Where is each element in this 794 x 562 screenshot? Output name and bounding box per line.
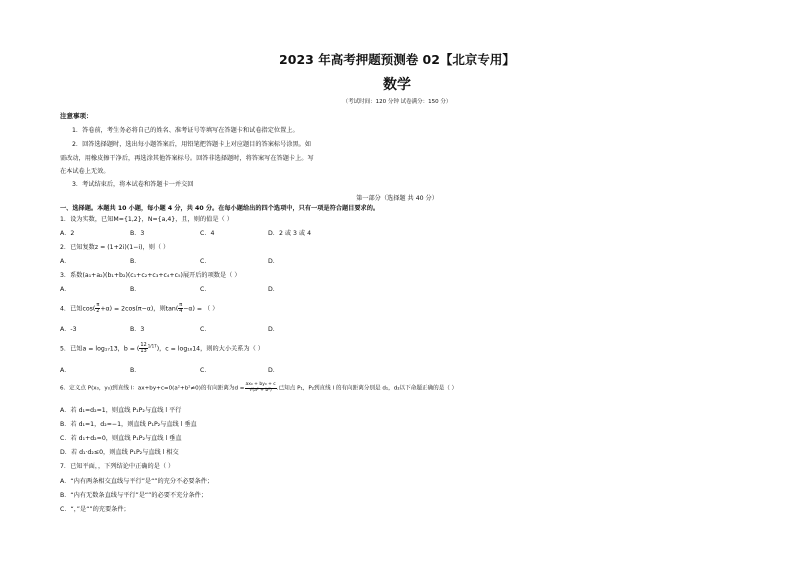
question-7-option-a: A．“内有两条相交直线与平行”是“”的充分不必要条件； <box>60 478 214 485</box>
section-title: 第一部分（选择题 共 40 分） <box>356 195 438 202</box>
question-1-option-d: D．2 或 3 或 4 <box>268 230 312 237</box>
question-3-option-a: A． <box>60 286 71 293</box>
question-1-stem: 1．设为实数，已知M={1,2}，N={a,4}，且，则的值是（ ） <box>60 216 233 223</box>
question-5-stem <box>60 343 264 354</box>
question-7-option-b: B．“内有无数条直线与平行”是“”的必要不充分条件； <box>60 492 208 499</box>
question-7-stem: 7．已知平面，，下列结论中正确的是（ ） <box>60 463 175 470</box>
question-1-option-c: C．4 <box>200 230 215 237</box>
question-4-suffix: −α) = （ ） <box>183 305 219 313</box>
question-5-fraction <box>139 343 147 354</box>
question-4-option-d: D． <box>268 326 279 333</box>
exam-info: （考试时间：120 分钟 试卷满分：150 分） <box>342 99 452 105</box>
question-4-fraction-1-numerator: π <box>96 302 100 308</box>
question-4-prefix: 4．已知cos( <box>60 305 96 313</box>
question-4-option-a: A．-3 <box>60 326 77 333</box>
notice-heading: 注意事项： <box>60 112 93 120</box>
question-5-prefix: 5．已知a = log₁₇13，b = ( <box>60 345 140 353</box>
notice-item-2-line-2: 需改动，用橡皮擦干净后，再选涂其他答案标号。回答非选择题时，将答案写在答题卡上。写 <box>60 155 314 162</box>
question-6-stem-start: 6．定义点 P(x₀，y₀)到直线 l：ax+by+c=0(a²+b²≠0)的有向距离为d = <box>60 385 245 392</box>
question-2-option-c: C． <box>200 258 211 265</box>
notice-item-3: 3．考试结束后，将本试卷和答题卡一并交回 <box>72 181 194 188</box>
question-2-stem: 2．已知复数z = (1+2i)(1−i)，则（ ） <box>60 244 170 251</box>
question-6-option-b: B．若 d₁=1，d₂=−1，则直线 P₁P₂与直线 l 垂直 <box>60 421 197 428</box>
question-1-option-a: A．2 <box>60 230 75 237</box>
question-4-fraction-2-numerator: π <box>179 302 183 308</box>
notice-item-2-line-3: 在本试卷上无效。 <box>60 168 110 175</box>
question-5-option-c: C． <box>200 367 211 374</box>
question-4-option-b: B．3 <box>130 326 145 333</box>
question-6-stem <box>60 383 457 393</box>
question-5-option-a: A． <box>60 367 71 374</box>
question-6-option-c: C．若 d₁+d₂=0，则直线 P₁P₂与直线 l 垂直 <box>60 435 182 442</box>
question-4-stem <box>60 303 218 314</box>
notice-item-2-line-1: 2．回答选择题时，选出每小题答案后，用铅笔把答题卡上对应题目的答案标号涂黑。如 <box>72 141 312 148</box>
question-6-stem-end: .已知点 P₁，P₂到直线 l 的有向距离分别是 d₁，d₂以下命题正确的是（ ） <box>276 385 458 392</box>
question-3-option-c: C． <box>200 286 211 293</box>
question-6-option-a: A．若 d₁=d₂=1，则直线 P₁P₂与直线 l 平行 <box>60 407 182 414</box>
question-5-suffix: )，c = log₁₆14，则的大小关系为（ ） <box>156 345 264 353</box>
question-3-option-d: D． <box>268 286 279 293</box>
question-4-middle: +α) = 2cos(π−α)，则tan( <box>100 305 179 313</box>
question-4-option-c: C． <box>200 326 211 333</box>
question-2-option-b: B． <box>130 258 141 265</box>
question-4-fraction-2-denominator: 4 <box>179 308 183 314</box>
question-6-fraction <box>245 383 277 393</box>
question-4-fraction-1-denominator: 2 <box>96 308 100 314</box>
question-6-option-d: D．若 d₁·d₂≤0，则直线 P₁P₂与直线 l 相交 <box>60 449 179 456</box>
question-5-fraction-numerator: 12 <box>140 342 147 348</box>
question-2-option-a: A． <box>60 258 71 265</box>
question-3-stem: 3．系数(a₁+a₂)(b₁+b₂)(c₁+c₂+c₃+c₄+c₅)展开后的项数是（ ） <box>60 272 241 279</box>
question-7-option-c: C．“，”是“”的充要条件； <box>60 506 130 513</box>
question-5-option-d: D． <box>268 367 279 374</box>
paper-title: 2023 年高考押题预测卷 02【北京专用】 <box>279 52 515 67</box>
subject-title: 数学 <box>383 77 411 93</box>
question-2-option-d: D． <box>268 258 279 265</box>
question-3-option-b: B． <box>130 286 141 293</box>
question-5-exponent: 1/17 <box>147 343 157 349</box>
question-6-fraction-numerator: ax₀ + by₀ + c <box>245 382 276 387</box>
notice-item-1: 1．答卷前，考生务必将自己的姓名、准考证号等填写在答题卡和试卷指定位置上。 <box>72 127 299 134</box>
section-instruction: 一、选择题。本题共 10 小题，每小题 4 分，共 40 分。在每小题给出的四个选项中，只有一项是符合题目要求的。 <box>60 205 380 212</box>
question-5-fraction-denominator: 13 <box>140 348 147 354</box>
question-1-option-b: B．3 <box>130 230 145 237</box>
question-5-option-b: B． <box>130 367 141 374</box>
question-6-fraction-denominator: √(a² + b²) <box>249 387 272 393</box>
